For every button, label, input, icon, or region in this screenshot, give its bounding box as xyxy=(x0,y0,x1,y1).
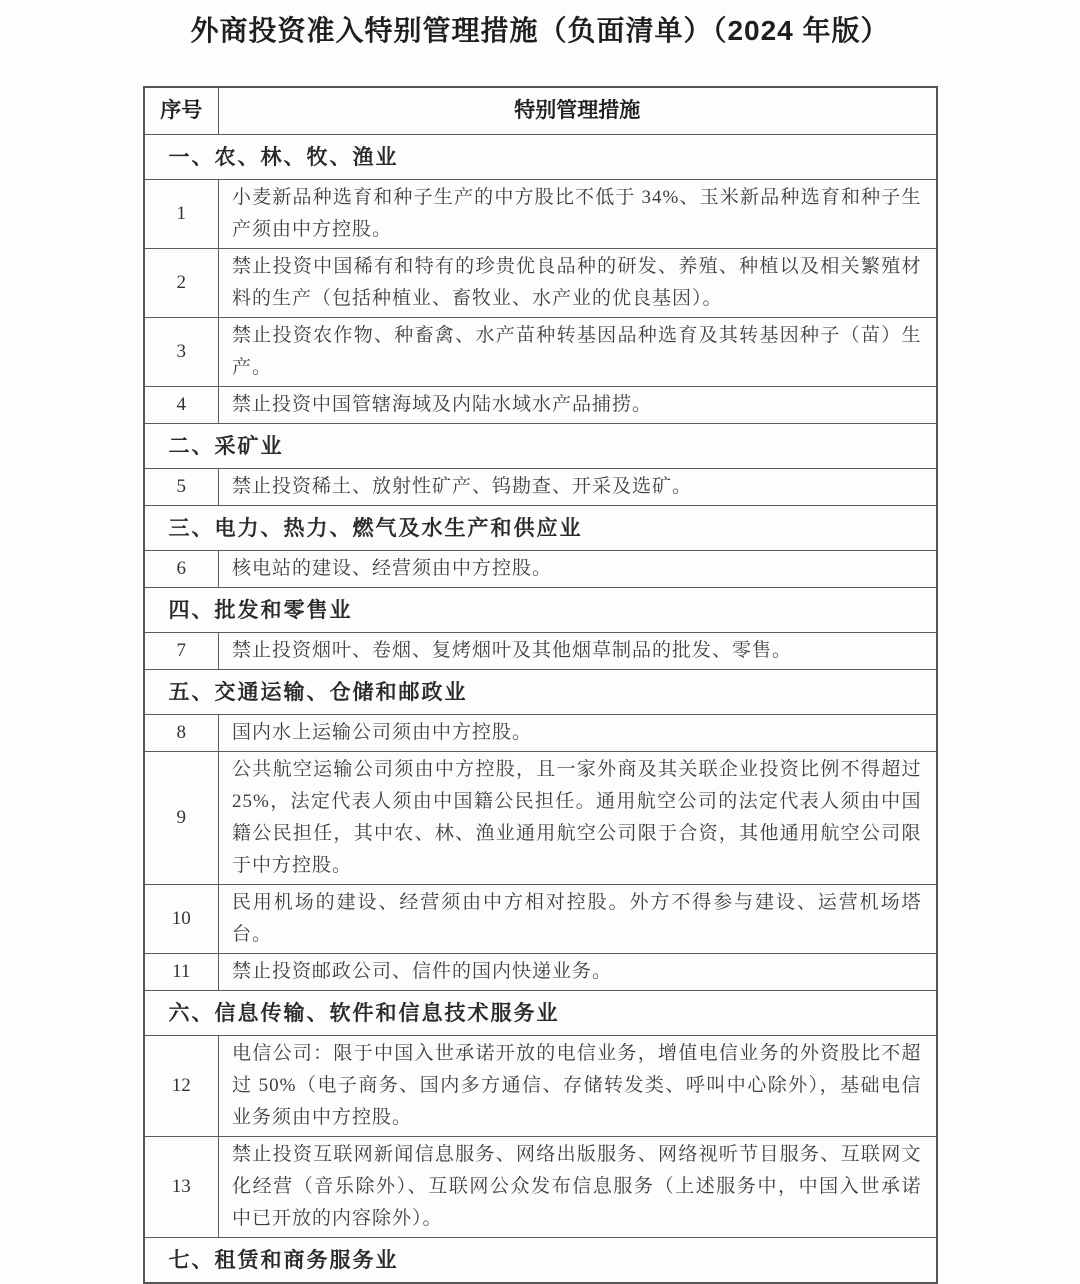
table-row xyxy=(144,180,937,249)
row-number: 10 xyxy=(144,885,219,954)
section-title: 二、采矿业 xyxy=(144,424,937,469)
measure-text: 民用机场的建设、经营须由中方相对控股。外方不得参与建设、运营机场塔台。 xyxy=(219,885,937,954)
section-row xyxy=(144,991,937,1036)
measure-text: 禁止投资互联网新闻信息服务、网络出版服务、网络视听节目服务、互联网文化经营（音乐除外）、互联网公众发布信息服务（上述服务中，中国入世承诺中已开放的内容除外）。 xyxy=(219,1137,937,1238)
measure-text: 国内水上运输公司须由中方控股。 xyxy=(219,715,937,752)
measure-text: 禁止投资中国管辖海域及内陆水域水产品捕捞。 xyxy=(219,387,937,424)
section-title: 六、信息传输、软件和信息技术服务业 xyxy=(144,991,937,1036)
table-row xyxy=(144,752,937,885)
row-number: 8 xyxy=(144,715,219,752)
measure-text: 禁止投资邮政公司、信件的国内快递业务。 xyxy=(219,954,937,991)
row-number: 2 xyxy=(144,249,219,318)
measure-text: 电信公司：限于中国入世承诺开放的电信业务，增值电信业务的外资股比不超过 50%（电子商务、国内多方通信、存储转发类、呼叫中心除外），基础电信业务须由中方控股。 xyxy=(219,1036,937,1137)
table-row xyxy=(144,249,937,318)
table-row xyxy=(144,469,937,506)
table-row xyxy=(144,633,937,670)
row-number: 9 xyxy=(144,752,219,885)
section-row xyxy=(144,588,937,633)
row-number: 4 xyxy=(144,387,219,424)
section-row xyxy=(144,424,937,469)
row-number: 13 xyxy=(144,1137,219,1238)
section-title: 四、批发和零售业 xyxy=(144,588,937,633)
header-cell-number: 序号 xyxy=(144,87,219,135)
row-number: 7 xyxy=(144,633,219,670)
section-title: 一、农、林、牧、渔业 xyxy=(144,135,937,180)
row-number: 11 xyxy=(144,954,219,991)
measure-text: 禁止投资烟叶、卷烟、复烤烟叶及其他烟草制品的批发、零售。 xyxy=(219,633,937,670)
negative-list-table xyxy=(143,86,938,1284)
table-row xyxy=(144,387,937,424)
section-row xyxy=(144,506,937,551)
measure-text: 核电站的建设、经营须由中方控股。 xyxy=(219,551,937,588)
table-row xyxy=(144,551,937,588)
section-row xyxy=(144,135,937,180)
table-body xyxy=(144,135,937,1284)
document-title: 外商投资准入特别管理措施（负面清单）（2024 年版） xyxy=(190,15,890,46)
measure-text: 公共航空运输公司须由中方控股，且一家外商及其关联企业投资比例不得超过 25%，法定代表人须由中国籍公民担任。通用航空公司的法定代表人须由中国籍公民担任，其中农、林、渔业通用航空公司限于合资，其他通用航空公司限于中方控股。 xyxy=(219,752,937,885)
table-row xyxy=(144,715,937,752)
table-row xyxy=(144,954,937,991)
row-number: 1 xyxy=(144,180,219,249)
table-row xyxy=(144,318,937,387)
section-title: 七、租赁和商务服务业 xyxy=(144,1238,937,1284)
section-row xyxy=(144,1238,937,1284)
measure-text: 禁止投资稀土、放射性矿产、钨勘查、开采及选矿。 xyxy=(219,469,937,506)
row-number: 5 xyxy=(144,469,219,506)
table-row xyxy=(144,1036,937,1137)
measure-text: 小麦新品种选育和种子生产的中方股比不低于 34%、玉米新品种选育和种子生产须由中方控股。 xyxy=(219,180,937,249)
section-row xyxy=(144,670,937,715)
table-row xyxy=(144,885,937,954)
header-row xyxy=(144,87,937,135)
section-title: 三、电力、热力、燃气及水生产和供应业 xyxy=(144,506,937,551)
header-cell-measure: 特别管理措施 xyxy=(219,87,937,135)
row-number: 12 xyxy=(144,1036,219,1137)
section-title: 五、交通运输、仓储和邮政业 xyxy=(144,670,937,715)
row-number: 3 xyxy=(144,318,219,387)
table-header xyxy=(144,87,937,135)
measure-text: 禁止投资中国稀有和特有的珍贵优良品种的研发、养殖、种植以及相关繁殖材料的生产（包括种植业、畜牧业、水产业的优良基因）。 xyxy=(219,249,937,318)
row-number: 6 xyxy=(144,551,219,588)
measure-text: 禁止投资农作物、种畜禽、水产苗种转基因品种选育及其转基因种子（苗）生产。 xyxy=(219,318,937,387)
table-row xyxy=(144,1137,937,1238)
